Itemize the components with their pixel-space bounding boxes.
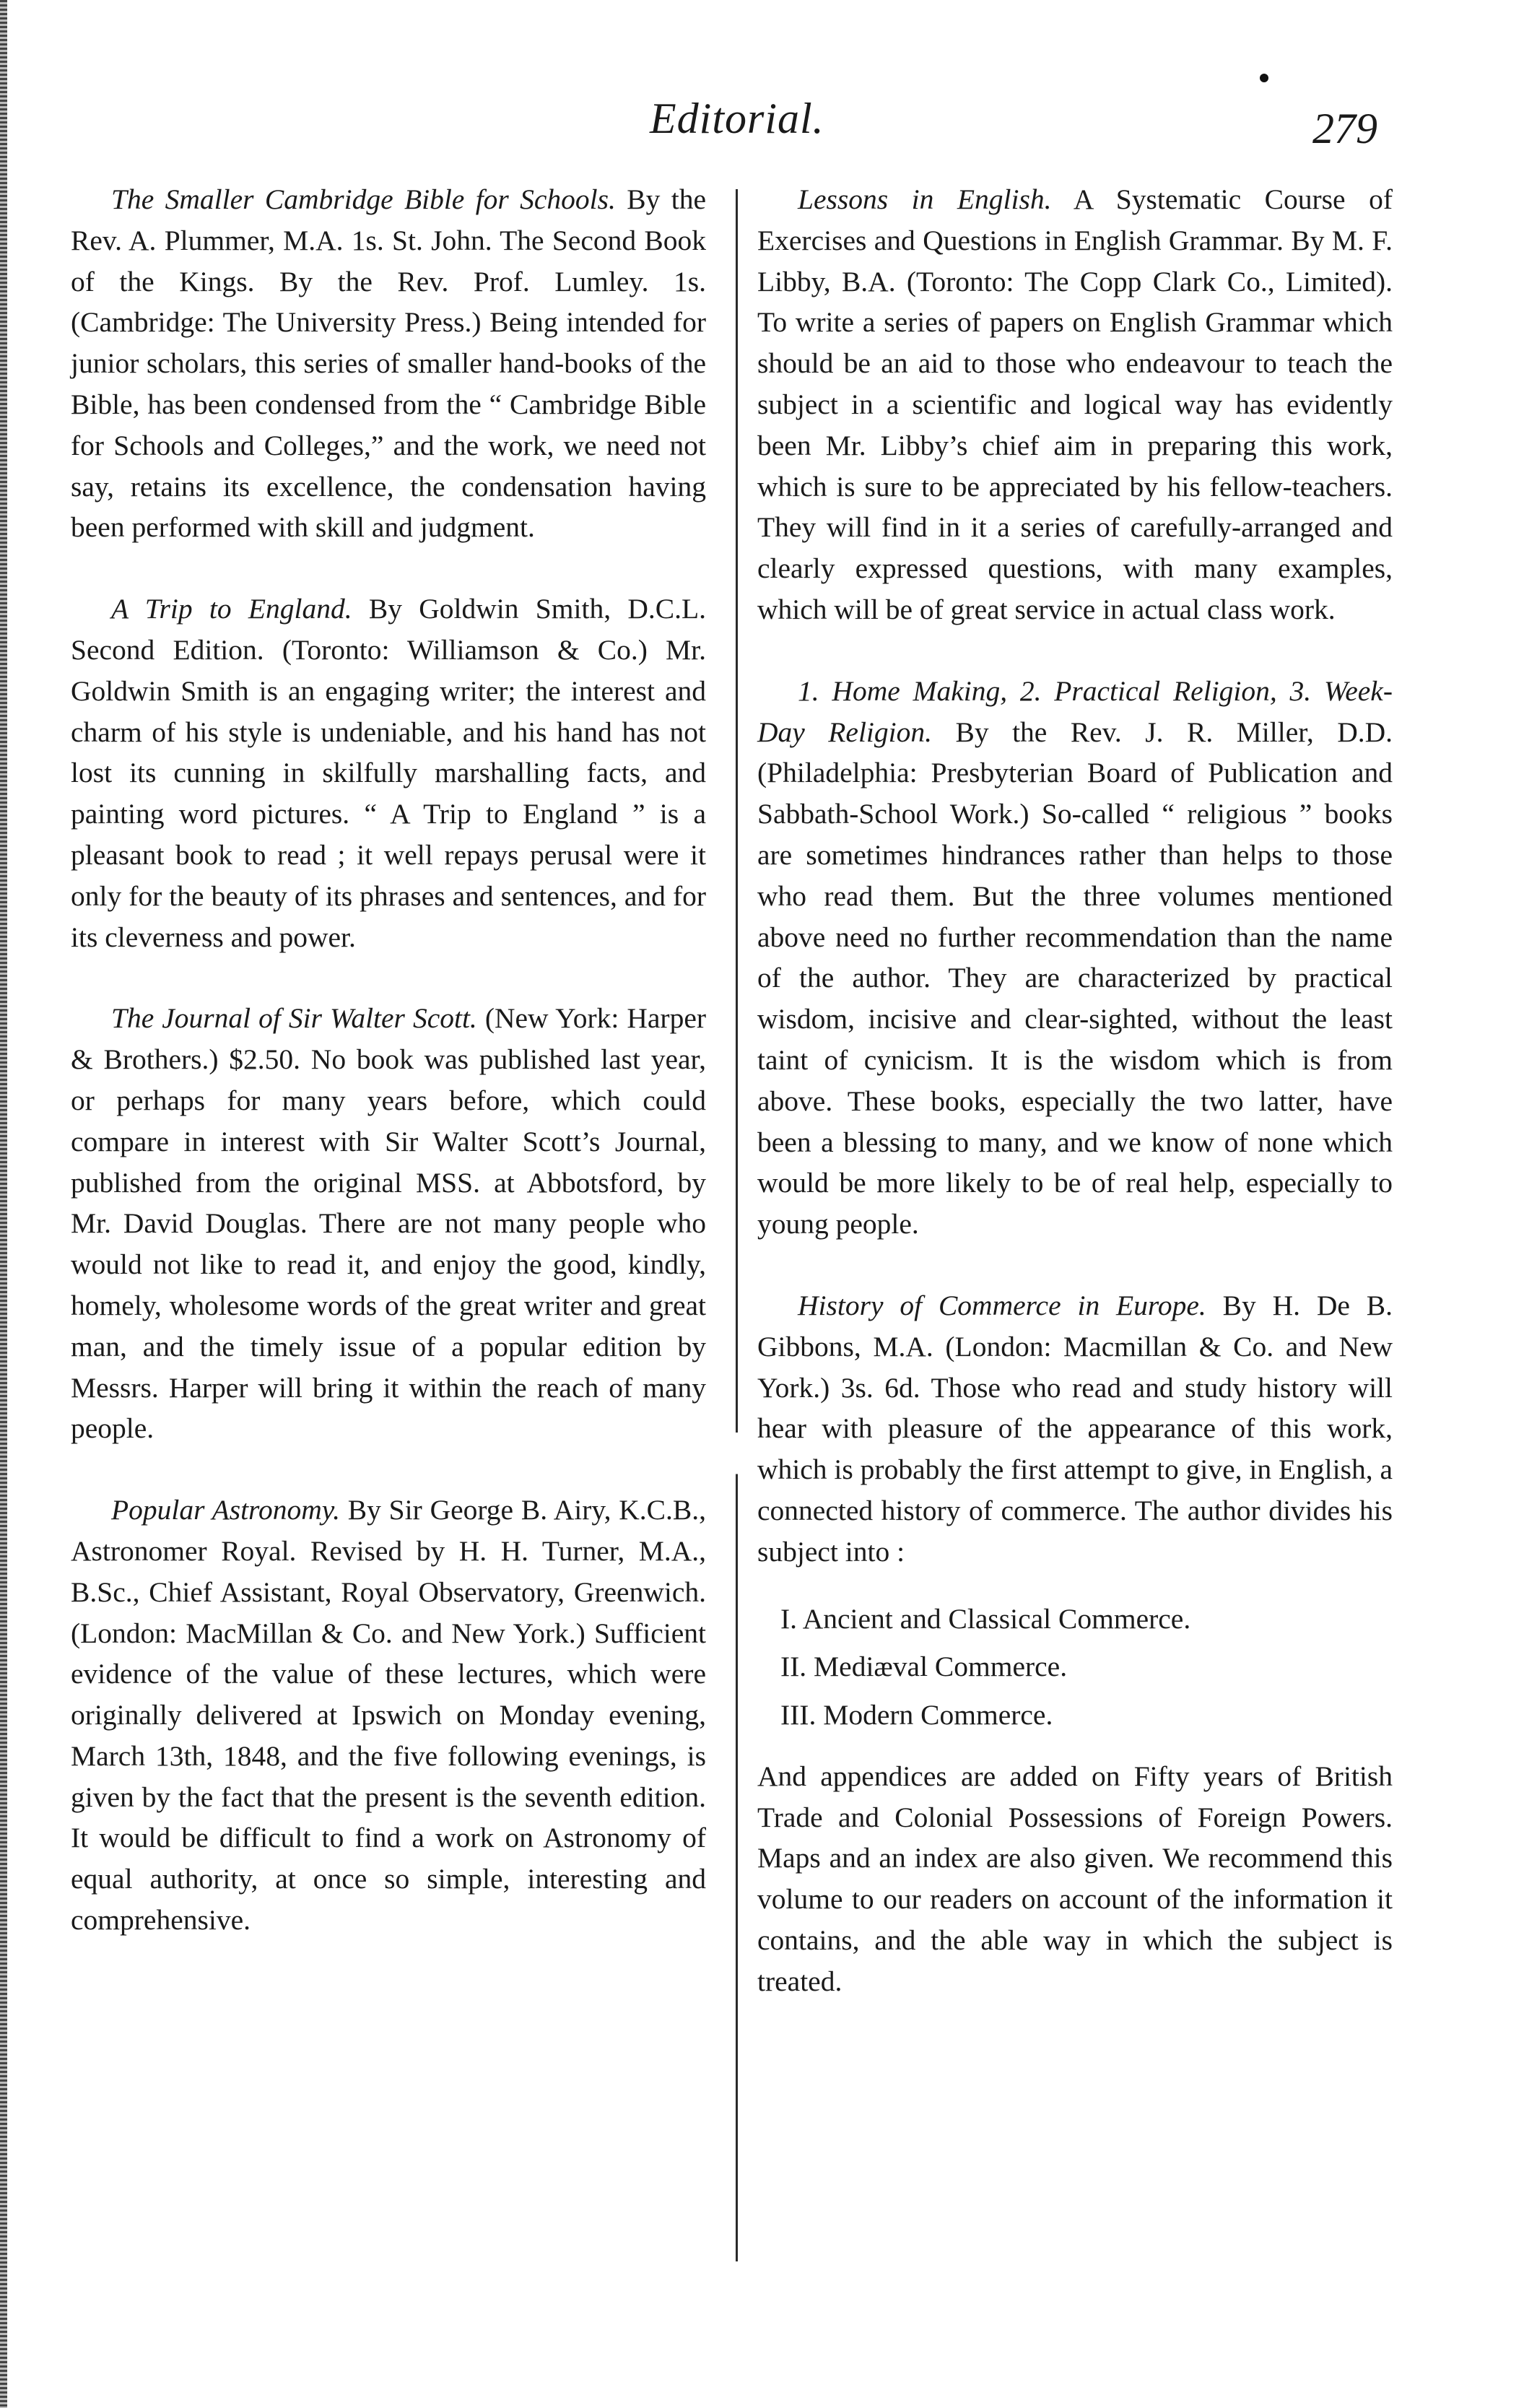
right-column [757, 179, 1393, 2002]
review-history-of-commerce [757, 1285, 1393, 1573]
binding-edge [0, 0, 7, 2408]
review-cambridge-bible [71, 179, 706, 548]
review-title: Popular Astronomy. [111, 1494, 340, 1526]
review-title: A Trip to England. [111, 593, 352, 625]
review-popular-astronomy [71, 1490, 706, 1941]
review-title: Lessons in English. [798, 183, 1052, 215]
review-title: 1. Home Making, 2. Practical Religion, 3. Week-Day Religion. [757, 674, 1393, 748]
left-column [71, 179, 706, 1981]
review-history-of-commerce-conclusion: And appendices are added on Fifty years of British Trade and Colonial Possessions of Foreign Powers. Maps and an index are also given. We recommend this volume to our readers on account of the information it contains, and the able way in which the subject is treated. [757, 1760, 1393, 1997]
review-title: History of Commerce in Europe. [798, 1289, 1206, 1321]
review-body: A Systematic Course of Exercises and Questions in English Grammar. By M. F. Libby, B.A. (Toronto: The Copp Clark Co., Limited). To write a series of papers on English Grammar which should be an aid to those who endeavour to teach the subject in a scientific and logical way has evidently been Mr. Libby’s chief aim in preparing this work, which is sure to be appreciated by his fellow-teachers. They will find in it a series of carefully-arranged and clearly expressed questions, with many examples, which will be of great service in actual class work. [757, 183, 1393, 625]
review-title: The Smaller Cambridge Bible for Schools. [111, 183, 616, 215]
review-title: The Journal of Sir Walter Scott. [111, 1002, 477, 1035]
review-body: By Sir George B. Airy, K.C.B., Astronomer Royal. Revised by H. H. Turner, M.A., B.Sc., Chief Assistant, Royal Observatory, Greenwich. (London: MacMillan & Co. and New York.) Sufficient evidence of the value of these lectures, which were originally delivered at Ipswich on Monday evening, March 13th, 1848, and the five following evenings, is given by the fact that the present is the seventh edition. It would be difficult to find a work on Astronomy of equal authority, at once so simple, interesting and comprehensive. [71, 1494, 706, 1937]
page-number: 279 [1312, 105, 1377, 152]
review-lessons-in-english [757, 179, 1393, 630]
review-body: By Goldwin Smith, D.C.L. Second Edition. (Toronto: Williamson & Co.) Mr. Goldwin Smith is an engaging writer; the interest and charm of his style is undeniable, and his hand has not lost its cunning in skilfully marshalling facts, and painting word pictures. “ A Trip to England ” is a pleasant book to read ; it well repays perusal were it only for the beauty of its phrases and sentences, and for its cleverness and power. [71, 593, 706, 953]
list-item: I. Ancient and Classical Commerce. [780, 1602, 1191, 1635]
review-home-making [757, 671, 1393, 1245]
running-head: Editorial. [650, 95, 824, 142]
page-header [0, 79, 1524, 166]
list-item: II. Mediæval Commerce. [780, 1651, 1068, 1683]
review-body: By the Rev. A. Plummer, M.A. 1s. St. John. The Second Book of the Kings. By the Rev. Prof. Lumley. 1s. (Cambridge: The University Press.) Being intended for junior scholars, this series of smaller hand-books of the Bible, has been condensed from the “ Cambridge Bible for Schools and Colleges,” and the work, we need not say, retains its excellence, the condensation having been performed with skill and judgment. [71, 183, 706, 544]
review-body: (New York: Harper & Brothers.) $2.50. No book was published last year, or perhaps for many years before, which could compare in interest with Sir Walter Scott’s Journal, published from the original MSS. at Abbotsford, by Mr. David Douglas. There are not many people who would not like to read it, and enjoy the good, kindly, homely, wholesome words of the great writer and great man, and the timely issue of a popular edition by Messrs. Harper will bring it within the reach of many people. [71, 1002, 707, 1445]
list-item: III. Modern Commerce. [780, 1699, 1053, 1731]
commerce-divisions-list [757, 1599, 1393, 1736]
ink-dot [1260, 74, 1268, 82]
review-trip-to-england [71, 588, 706, 957]
column-divider [736, 189, 738, 2261]
review-journal-walter-scott [71, 998, 706, 1449]
review-body: By H. De B. Gibbons, M.A. (London: Macmillan & Co. and New York.) 3s. 6d. Those who read and study history will hear with pleasure of the appearance of this work, which is probably the first attempt to give, in English, a connected history of commerce. The author divides his subject into : [757, 1289, 1393, 1568]
review-body: By the Rev. J. R. Miller, D.D. (Philadelphia: Presbyterian Board of Publication and Sabbath-School Work.) So-called “ religious ” books are sometimes hindrances rather than helps to those who read them. But the three volumes mentioned above need no further recommendation than the name of the author. They are characterized by practical wisdom, incisive and clear-sighted, without the least taint of cynicism. It is the wisdom which is from above. These books, especially the two latter, have been a blessing to many, and we know of none which would be more likely to be of real help, especially to young people. [757, 716, 1393, 1240]
